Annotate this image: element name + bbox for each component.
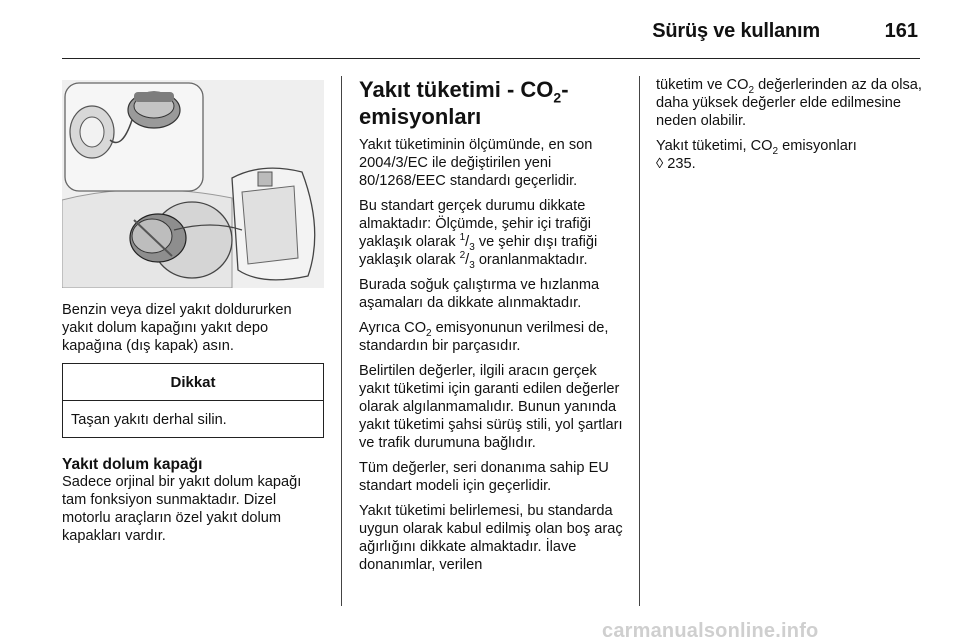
notice-title: Dikkat [63,364,323,401]
reference-arrow-icon: ◊ [656,156,664,172]
column-divider-right [639,76,640,606]
page-reference-link[interactable]: ◊ 235. [656,156,696,172]
paragraph-cold-start: Burada soğuk çalıştırma ve hızlanma aşamaları da dikkate alınmaktadır. [359,277,600,311]
chapter-title: Sürüş ve kullanım [652,20,820,42]
fuel-cap-paragraph: Sadece orjinal bir yakıt dolum kapağı tam fonksiyon sunmaktadır. Dizel motorlu araçların özel yakıt dolum kapakları vardır. [62,474,302,544]
header-rule [62,58,920,59]
column-3 [656,76,922,180]
paragraph-traffic-ratio: Bu standart gerçek durumu dikkate almaktadır: Ölçümde, şehir içi trafiği yaklaşık olarak $^1/_3$ ve şehir dışı trafiği yaklaşık olarak $^2/_3$ oranlanmaktadır. [359,198,598,271]
paragraph-reference: Yakıt tüketimi, $CO_2$ emisyonları [656,138,857,157]
notice-body: Taşan yakıtı derhal silin. [71,412,227,428]
page-header [0,0,960,60]
page-number: 161 [884,20,918,42]
column-divider-left [341,76,342,606]
fuel-cap-illustration [62,80,324,288]
paragraph-continued: tüketim ve $CO_2$ değerlerinden az da olsa, daha yüksek değerler elde edilmesine neden olabilir. [656,77,922,129]
section-heading: Yakıt tüketimi - $CO_2$-emisyonları [359,77,569,129]
column-1 [62,301,326,552]
notice-box [62,363,324,438]
column-2 [359,76,625,581]
paragraph-vehicle-weight: Yakıt tüketimi belirlemesi, bu standarda uygun olarak kabul edilmiş olan boş araç ağırlığını dikkate almaktadır. İlave donanımlar, verilen [359,503,623,573]
paragraph-standard: Yakıt tüketiminin ölçümünde, en son 2004/3/EC ile değiştirilen yeni 80/1268/EEC standardı geçerlidir. [359,137,593,189]
intro-paragraph: Benzin veya dizel yakıt doldururken yakıt dolum kapağını yakıt depo kapağına (dış kapak) asın. [62,302,292,354]
paragraph-eu-model: Tüm değerler, seri donanıma sahip EU standart modeli için geçerlidir. [359,460,609,494]
watermark: carmanualsonline.info [602,620,819,642]
paragraph-co2: Ayrıca $CO_2$ emisyonunun verilmesi de, standardın bir parçasıdır. [359,320,609,354]
fuel-filler-drawing [62,80,324,288]
fuel-cap-heading: Yakıt dolum kapağı [62,456,203,473]
paragraph-disclaimer: Belirtilen değerler, ilgili aracın gerçek yakıt tüketimi için garanti edilen değerler olarak algılanmamalıdır. Bunun yanında yakıt tüketimi şahsi sürüş stili, yol şartları ve trafik durumuna bağlıdır. [359,363,623,451]
